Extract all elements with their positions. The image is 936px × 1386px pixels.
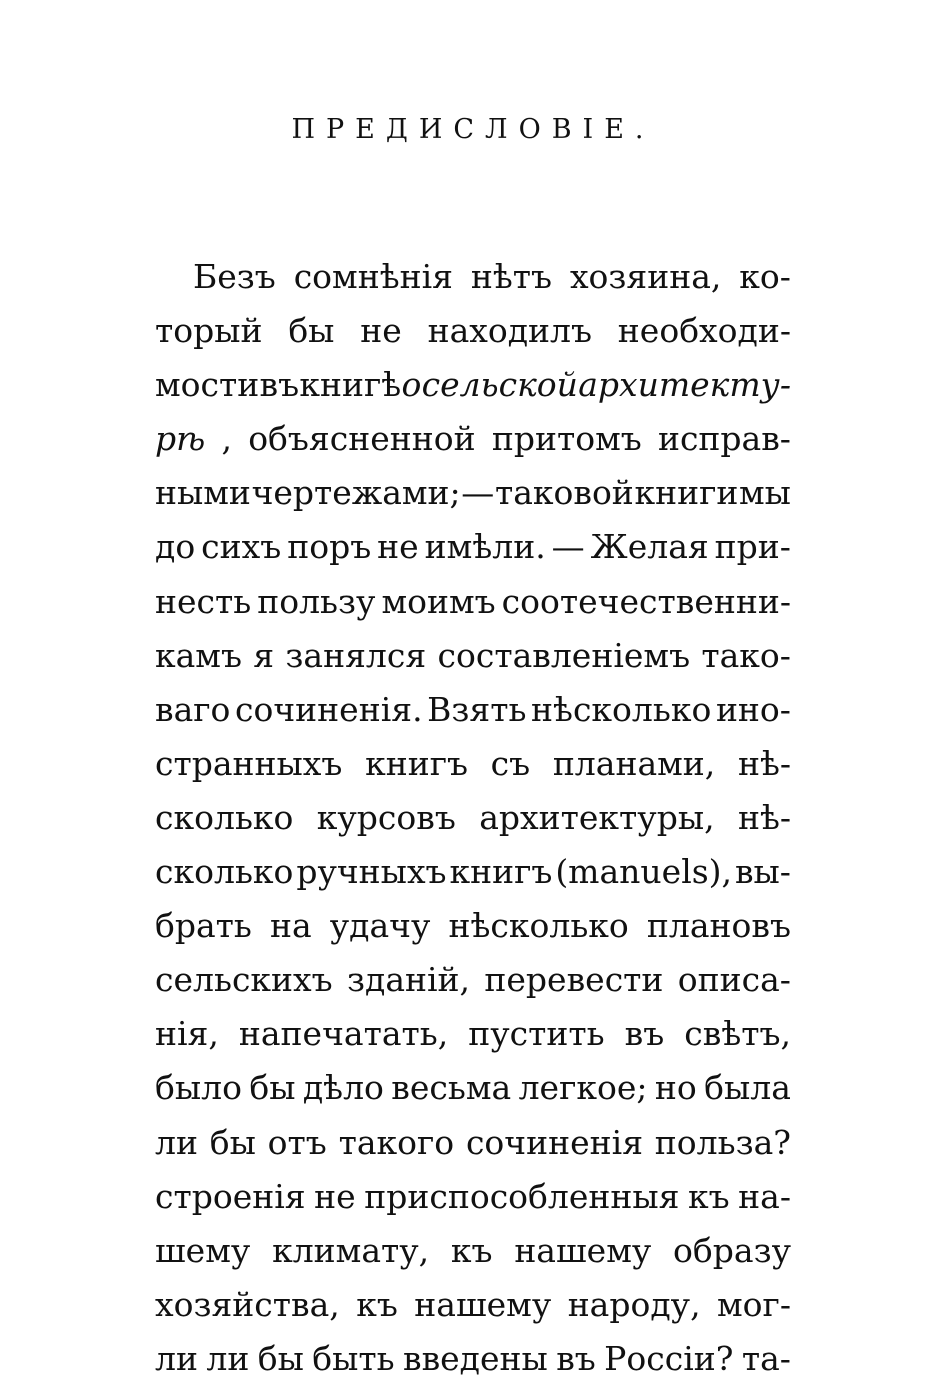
text-line xyxy=(155,899,791,953)
word: та- xyxy=(741,1338,791,1378)
word: не xyxy=(314,1176,356,1216)
page-title: ПРЕДИСЛОВІЕ. xyxy=(291,114,655,145)
word: до xyxy=(155,527,196,567)
word: Взять xyxy=(427,689,527,729)
word: была xyxy=(704,1068,791,1108)
word: брать xyxy=(155,906,252,946)
word: мости xyxy=(155,365,260,405)
word: ручныхъ xyxy=(296,852,447,892)
word: къ xyxy=(450,1230,493,1270)
word: тако- xyxy=(701,635,791,675)
word: весьма xyxy=(391,1068,512,1108)
word: странныхъ xyxy=(155,743,343,783)
word: бы xyxy=(257,1338,304,1378)
word: исправ- xyxy=(657,419,791,459)
word: при- xyxy=(714,527,791,567)
word: на xyxy=(269,906,312,946)
text-line xyxy=(155,737,791,791)
word: удачу xyxy=(329,906,431,946)
text-line xyxy=(155,1224,791,1278)
word: нашему xyxy=(514,1230,652,1270)
word: хозяйства, xyxy=(155,1284,340,1324)
word: образу xyxy=(673,1230,791,1270)
word: нѣ- xyxy=(737,797,791,837)
word: архитектуры, xyxy=(479,797,715,837)
word: въ xyxy=(556,1338,596,1378)
word: но xyxy=(654,1068,697,1108)
word: притомъ xyxy=(491,419,642,459)
text-line xyxy=(155,1332,791,1386)
word: мы xyxy=(739,473,791,513)
word: описа- xyxy=(677,960,791,1000)
word: не xyxy=(360,311,402,351)
word: нѣтъ xyxy=(470,257,553,296)
word: съ xyxy=(490,743,531,783)
word: такого xyxy=(338,1122,455,1162)
word: пользу xyxy=(257,581,376,621)
word: легкое; xyxy=(518,1068,648,1108)
word: нашему xyxy=(414,1284,552,1324)
word: приспособленныя xyxy=(364,1176,680,1216)
word: пустить xyxy=(468,1014,605,1054)
word: зданій, xyxy=(347,960,471,1000)
word: напечатать, xyxy=(238,1014,449,1054)
text-line xyxy=(155,629,791,683)
word: свѣтъ, xyxy=(684,1014,791,1054)
text-line xyxy=(155,250,791,304)
word: не xyxy=(377,527,419,567)
word: объясненной xyxy=(248,419,476,459)
word: моимъ xyxy=(381,581,496,621)
word: было xyxy=(155,1068,242,1108)
word: климату, xyxy=(272,1230,430,1270)
word: шему xyxy=(155,1230,251,1270)
word: нѣсколько xyxy=(448,906,629,946)
word: бы xyxy=(288,311,335,351)
word: ными xyxy=(155,473,251,513)
word: таковой xyxy=(494,473,634,513)
word: строенія xyxy=(155,1176,306,1216)
word: книгъ xyxy=(365,743,468,783)
word: сихъ xyxy=(201,527,282,567)
word: на- xyxy=(738,1176,791,1216)
word: книгѣ xyxy=(299,365,402,405)
word: сомнѣнія xyxy=(293,257,453,296)
word: (manuels), xyxy=(555,852,733,892)
body-text xyxy=(155,250,791,1386)
word: торый xyxy=(155,311,263,351)
text-line xyxy=(155,683,791,737)
word: составленіемъ xyxy=(437,635,691,675)
word: сочиненія xyxy=(465,1122,644,1162)
word: имѣли. xyxy=(424,527,546,567)
word: занялся xyxy=(285,635,427,675)
word: поръ xyxy=(287,527,372,567)
word: вы- xyxy=(734,852,791,892)
word: — xyxy=(551,527,585,567)
text-line xyxy=(155,791,791,845)
word: бы xyxy=(209,1122,256,1162)
word: планами, xyxy=(552,743,716,783)
word: о xyxy=(401,365,422,405)
word: отъ xyxy=(267,1122,327,1162)
word: находилъ xyxy=(427,311,592,351)
word: въ xyxy=(259,365,300,405)
text-line xyxy=(155,358,791,412)
word: введены xyxy=(403,1338,548,1378)
word: книгъ xyxy=(449,852,553,892)
word: ко- xyxy=(739,257,791,296)
word: плановъ xyxy=(646,906,791,946)
word: хозяина, xyxy=(569,257,722,296)
text-line xyxy=(155,412,791,466)
text-line xyxy=(155,1278,791,1332)
word: перевести xyxy=(484,960,664,1000)
text-line xyxy=(155,1170,791,1224)
word: нѣ- xyxy=(737,743,791,783)
text-line xyxy=(155,1116,791,1170)
word: сельскихъ xyxy=(155,960,333,1000)
word: польза? xyxy=(654,1122,791,1162)
word: рѣ xyxy=(155,419,206,459)
word: сколько xyxy=(155,852,294,892)
word: книги xyxy=(634,473,739,513)
text-line xyxy=(155,1061,791,1115)
word: быть xyxy=(312,1338,395,1378)
word: камъ xyxy=(155,635,242,675)
text-line xyxy=(155,520,791,574)
word: дѣло xyxy=(302,1068,384,1108)
word: чертежами; xyxy=(251,473,461,513)
word: къ xyxy=(356,1284,398,1324)
word: , xyxy=(221,419,232,459)
word: архитекту- xyxy=(578,365,791,405)
text-line xyxy=(155,953,791,1007)
word: нія, xyxy=(155,1014,219,1054)
word: сколько xyxy=(155,797,294,837)
word: ли xyxy=(155,1338,198,1378)
word: — xyxy=(461,473,495,513)
word: нѣсколько xyxy=(531,689,712,729)
word: Желая xyxy=(590,527,709,567)
word: сельской xyxy=(421,365,578,405)
word: Россіи? xyxy=(604,1338,734,1378)
text-line xyxy=(155,845,791,899)
word: соотечественни- xyxy=(501,581,791,621)
word: Безъ xyxy=(193,257,276,296)
word: въ xyxy=(624,1014,665,1054)
text-line xyxy=(155,575,791,629)
word: бы xyxy=(249,1068,296,1108)
word: ли xyxy=(155,1122,198,1162)
word: несть xyxy=(155,581,252,621)
word: необходи- xyxy=(617,311,791,351)
word: народу, xyxy=(567,1284,701,1324)
word: ли xyxy=(206,1338,250,1378)
text-line xyxy=(155,466,791,520)
word: ваго xyxy=(155,689,231,729)
word: я xyxy=(253,635,275,675)
word: сочиненія. xyxy=(235,689,423,729)
text-line xyxy=(155,1007,791,1061)
word: мог- xyxy=(717,1284,791,1324)
text-line xyxy=(155,304,791,358)
word: ино- xyxy=(715,689,791,729)
word: курсовъ xyxy=(316,797,456,837)
word: къ xyxy=(688,1176,730,1216)
